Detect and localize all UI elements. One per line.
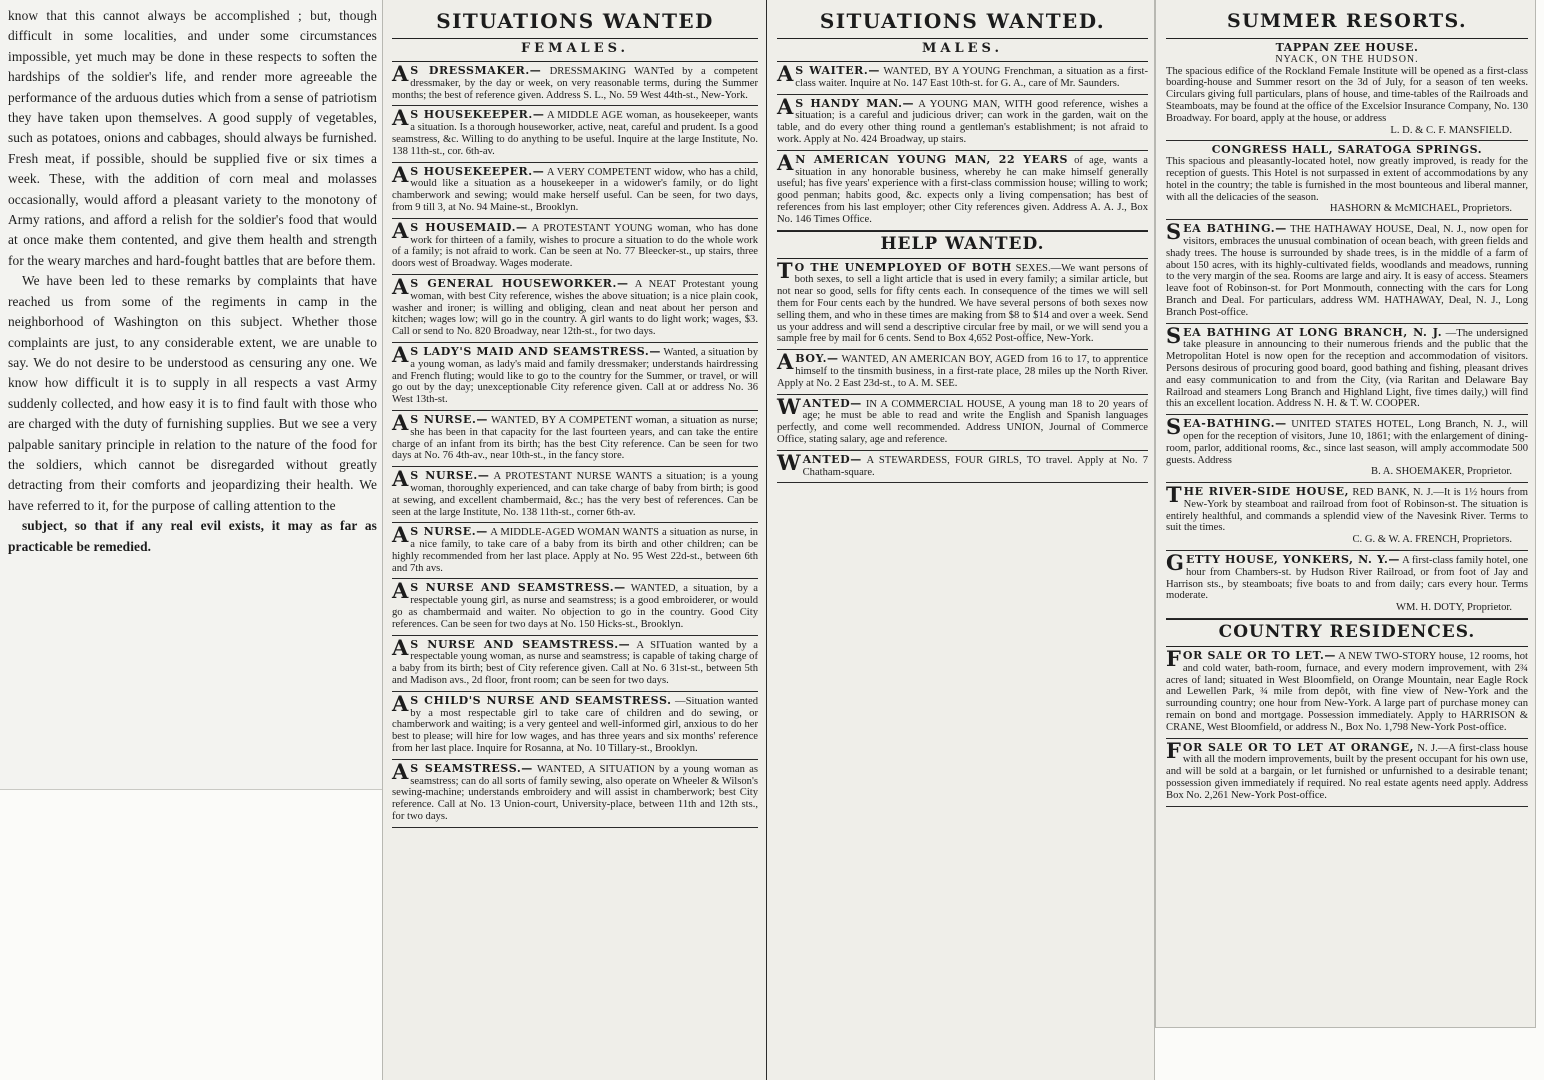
classified-ad (1166, 551, 1528, 619)
classified-ad (392, 411, 758, 467)
ad-lead: S WAITER.— (795, 64, 880, 77)
classified-ad (392, 62, 758, 106)
ad-signature: B. A. SHOEMAKER, Proprietor. (1371, 466, 1512, 478)
classified-ad (392, 343, 758, 411)
classified-ad (392, 275, 758, 343)
classified-ad (392, 163, 758, 219)
ad-lead: OR SALE OR TO LET.— (1182, 649, 1336, 663)
classified-ad (392, 467, 758, 523)
editorial-paragraph: We have been led to these remarks by complaints that have reached us from some of the regiments in camp in the neighborhood of Washington on this subject. Whether those complaints are just, to any considerable extent, we are unable to say. We do not desire to be understood as censuring any one. We know how difficult it is to supply in all respects a vast Army suddenly collected, and how easy it is to find fault with those who are charged with the duty of furnishing supplies. But we see a very palpable sanitary principle in relation to the nature of the food for the soldiers, which cannot be disregarded without greatly detracting from their comforts and jeopardizing their health. We have referred to it, for the purpose of calling attention to the (8, 273, 377, 513)
drop-cap: A (392, 690, 409, 716)
drop-cap: A (392, 522, 409, 548)
classified-ad (392, 760, 758, 828)
ad-lead: ETTY HOUSE, YONKERS, N. Y.— (1185, 553, 1401, 567)
drop-cap: A (777, 93, 794, 119)
ad-lead: S NURSE AND SEAMSTRESS.— (410, 637, 631, 651)
ad-lead: HE RIVER-SIDE HOUSE, (1183, 485, 1350, 499)
drop-cap: A (777, 149, 794, 175)
ad-body: N. J.—A first-class house with all the modern improvements, built by the present occupant for his own use, and will be sold at a bargain, or let furnished or unfurnished to a desirable tenant; possession given immediately if required. No real estate agents need apply. Address Box No. 2,261 New-York Post-office. (1166, 742, 1528, 801)
drop-cap: A (392, 217, 409, 243)
section-heading-summer-resorts: SUMMER RESORTS. (1166, 6, 1528, 39)
resorts-column (1156, 0, 1536, 1027)
ad-body: A MIDDLE AGE woman, as housekeeper, wants a situation. Is a thorough houseworker, active, neat, careful and prudent. Is a good seamstress, &c. Willing to do anything to be useful. Inquire at the large Institute, No. 138 11th-st., cor. 6th-av. (392, 110, 758, 157)
ad-body: A STEWARDESS, FOUR GIRLS, TO travel. Apply at No. 7 Chatham-square. (802, 454, 1148, 478)
subheading-females: FEMALES. (392, 39, 758, 62)
classified-ad (392, 636, 758, 692)
classified-ad (777, 451, 1148, 484)
ad-lead: S NURSE.— (410, 412, 488, 426)
classified-ad (1166, 483, 1528, 551)
ad-lead: S NURSE AND SEAMSTRESS.— (410, 581, 626, 595)
ad-body: Wanted, a situation by a young woman, as lady's maid and family dressmaker; understands hairdressing and French fluting; would like to go to the country for the Summer, or travel, or will go out by the day; unexceptionable City reference given. Call at or address No. 36 West 13th-st. (392, 346, 758, 406)
ad-body: A NEAT Protestant young woman, with best City reference, wishes the above situation; is a nice plain cook, washer and ironer; is willing and obliging, clean and neat about her person and kitchen; wages low; will go in the country. A girl wants to do light work; wages, $3. Call or send to No. 820 Broadway, near 12th-st., for two days. (392, 278, 758, 338)
editorial-paragraph: know that this cannot always be accomplished ; but, though difficult in some localities, and under some circumstances impossible, yet much may be done in these respects to soften the hardships of the soldier's life, and render more agreeable the performance of the arduous duties which from a sense of patriotism they have taken upon themselves. A good supply of vegetables, such as potatoes, onions and cabbages, should always be furnished. Fresh meat, if possible, should be supplied five or six times a week. These, with the addition of corn meal and molasses occasionally, would afford a pleasant variety to the monotony of Army rations, and afford a relish for the soldier's food that would at once make them contented, and give them health and strength for the weary marches and hard-fought battles that are before them. (8, 8, 377, 268)
ad-lead: EA-BATHING.— (1183, 417, 1287, 431)
classified-ad (777, 395, 1148, 451)
females-ad-list (392, 62, 758, 828)
ad-body: UNITED STATES HOTEL, Long Branch, N. J., will open for the reception of visitors, June 10, 1861; with the enlargement of dining-room, parlor, additional rooms, &c., since last season, will amply accommodate 500 guests. Address (1166, 419, 1528, 466)
ad-lead: ANTED— (802, 452, 862, 466)
ad-body: A YOUNG MAN, WITH good reference, wishes a situation; is a careful and judicious driver; can work in the garden, wait on the table, and do every other thing round a gentleman's establishment; is not afraid to work. Apply at No. 424 Broadway, up stairs. (777, 98, 1149, 145)
section-heading-situations-wanted-males: SITUATIONS WANTED. (777, 6, 1148, 39)
ad-lead: TAPPAN ZEE HOUSE. (1275, 41, 1419, 54)
classified-ad (392, 523, 758, 579)
section-heading-help-wanted: HELP WANTED. (777, 231, 1148, 259)
ad-body: A VERY COMPETENT widow, who has a child, would like a situation as a housekeeper in a widower's family, or do light chamberwork and sewing; would make herself useful. Can be seen, for two days, from 9 till 3, at No. 94 Maine-st., Brooklyn. (392, 166, 758, 213)
drop-cap: A (392, 61, 409, 86)
classified-ad (392, 692, 758, 760)
drop-cap: A (392, 578, 409, 604)
drop-cap: F (1166, 737, 1181, 763)
ad-body: IN A COMMERCIAL HOUSE, A young man 18 to 20 years of age; he must be able to read and write the English and Spanish languages perfectly, and come well recommended. Address UNION, Journal of Commerce Office, stating salary, age and reference. (777, 398, 1148, 445)
ad-body: A first-class family hotel, one hour from Chambers-st. by Hudson River Railroad, or from foot of Jay and Harrison sts., by steamboats; five boats to and from daily; cars every hour. Terms moderate. (1166, 555, 1528, 602)
help-wanted-ad-list (777, 259, 1148, 484)
ad-body: DRESSMAKING WANTed by a competent dressmaker, by the day or week, on very reasonable terms, during the Summer months; the best of reference given. Address S. L., No. 59 West 44th-st., New-York. (392, 66, 758, 101)
drop-cap: F (1166, 646, 1181, 672)
ad-lead: S GENERAL HOUSEWORKER.— (410, 276, 629, 290)
classified-ad (777, 95, 1148, 151)
ad-location: NYACK, ON THE HUDSON. (1275, 53, 1419, 65)
drop-cap: S (1166, 322, 1182, 348)
editorial-article (8, 6, 377, 557)
ad-lead: OR SALE OR TO LET AT ORANGE, (1182, 740, 1414, 754)
ad-body: This spacious and pleasantly-located hotel, now greatly improved, is ready for the reception of guests. This Hotel is not surpassed in extent of accommodations by any hotel in the country; the table is furnished in the most bounteous and liberal manner, with all the delicacies of the season. (1166, 156, 1528, 203)
subheading-males: MALES. (777, 39, 1148, 62)
drop-cap: A (777, 61, 794, 86)
classified-clipping (382, 0, 1155, 1080)
ad-body: WANTED, a situation, by a respectable young girl, as nurse and seamstress; is a good embroiderer, or would go as chambermaid and waiter. No objection to go in the country. Good City references. Can be seen for two days at No. 150 Hicks-st., Brooklyn. (392, 583, 758, 630)
drop-cap: A (392, 105, 409, 131)
drop-cap: A (392, 409, 409, 435)
ad-body: A PROTESTANT NURSE WANTS a situation; is a young woman, thoroughly experienced, and can take charge of baby from birth; is good at sewing, and excellent chambermaid, &c.; has the very best of references. Can be seen at the large Institute, No. 138 11th-st., corner 6th-av. (392, 471, 758, 518)
ad-body: WANTED, BY A COMPETENT woman, a situation as nurse; she has been in that capacity for the last fourteen years, and can take the entire charge of an infant from its birth; has the best City reference. Can be seen for two days at No. 76 4th-av., near 10th-st., in the fancy store. (392, 414, 758, 462)
ad-body: WANTED, BY A YOUNG Frenchman, a situation as a first-class waiter. Inquire at No. 147 East 10th-st. for G. A., care of Mr. Saunders. (795, 66, 1148, 89)
ad-lead: S NURSE.— (410, 469, 490, 483)
classified-ad (392, 106, 758, 162)
drop-cap: A (392, 758, 409, 784)
drop-cap: A (777, 349, 794, 375)
ad-body: A PROTESTANT YOUNG woman, who has done work for thirteen of a family, wishes to procure a situation to do the whole work of a family; is not afraid to work. Can be seen at No. 77 Bleecker-st., up stairs, three doors west of Broadway. Wages moderate. (392, 222, 758, 270)
drop-cap: A (392, 161, 409, 187)
ad-lead: S DRESSMAKER.— (410, 64, 542, 77)
section-heading-situations-wanted: SITUATIONS WANTED (392, 6, 758, 39)
ad-body: —Situation wanted by a most respectable girl to take care of children and do sewing, or chamberwork and waiting; is a very genteel and well-informed girl, anxious to do her best to please; will hire for low wages, and has three years and six months' reference from her last place. Inquire for Rosanna, at No. 10 Tillary-st., Brooklyn. (392, 695, 759, 755)
ad-lead: S HOUSEKEEPER.— (410, 108, 545, 122)
drop-cap: T (777, 257, 793, 283)
ad-lead: S CHILD'S NURSE AND SEAMSTRESS. (410, 693, 672, 707)
ad-body: WANTED, AN AMERICAN BOY, AGED from 16 to 17, to apprentice himself to the tinsmith business, in a first-rate place, 28 miles up the North River. Apply at No. 2 East 23d-st., to A. M. SEE. (777, 354, 1148, 389)
males-column (768, 0, 1155, 1080)
ad-body: A SITuation wanted by a respectable young woman, as nurse and seamstress; is capable of taking charge of a baby from its birth; best of City reference given. Call at No. 6 31st-st., between 5th and Madison avs., 2d floor, front room; can be seen for two days. (392, 639, 759, 687)
ad-signature: WM. H. DOTY, Proprietor. (1395, 602, 1512, 614)
ad-lead: S HOUSEKEEPER.— (410, 164, 545, 178)
ad-body: A MIDDLE-AGED WOMAN WANTS a situation as nurse, in a nice family, to take care of a baby from its birth and other children; can be highly recommended from her last place. Apply at No. 95 West 22d-st., between 6th and 7th avs. (392, 527, 758, 574)
ad-lead: S NURSE.— (410, 525, 488, 539)
ad-lead: S HANDY MAN.— (795, 96, 915, 110)
section-heading-country-residences: COUNTRY RESIDENCES. (1166, 619, 1528, 647)
classified-ad (392, 219, 758, 275)
classified-ad (1166, 415, 1528, 483)
ad-lead: EA BATHING AT LONG BRANCH, N. J. (1183, 325, 1443, 339)
drop-cap: A (392, 634, 409, 660)
ad-lead: ANTED— (802, 396, 862, 410)
drop-cap: S (1166, 219, 1182, 245)
ad-lead: BOY.— (795, 352, 839, 366)
drop-cap: A (392, 273, 409, 299)
drop-cap: G (1166, 550, 1184, 576)
females-column (383, 0, 767, 1080)
ad-lead: S HOUSEMAID.— (410, 220, 528, 234)
ad-signature: C. G. & W. A. FRENCH, Proprietors. (1352, 534, 1512, 546)
ad-body: THE HATHAWAY HOUSE, Deal, N. J., now open for visitors, embraces the unusual combination of ocean beach, with green fields and shady trees. The house is surrounded by shade trees, is in the middle of a farm of about 150 acres, with its highly-cultivated fields, woodlands and meadows, running to the very margin of the sea. Rooms are large and airy. It is easy of access. Steamers leave foot of Robinson-st. for Port Monmouth, connecting with the cars for Long Branch and Deal. For particulars, address WM. HATHAWAY, Deal, N. J., Long Branch Post-office. (1166, 224, 1528, 318)
ad-lead: N AMERICAN YOUNG MAN, 22 YEARS (795, 152, 1069, 166)
classified-ad (777, 151, 1148, 231)
males-ad-list (777, 62, 1148, 231)
drop-cap: T (1166, 482, 1182, 508)
ad-lead: EA BATHING.— (1183, 222, 1287, 236)
classified-ad (392, 579, 758, 635)
resorts-clipping (1155, 0, 1536, 1028)
ad-lead: S LADY'S MAID AND SEAMSTRESS.— (410, 344, 661, 358)
ad-body: SEXES.—We want persons of both sexes, to sell a light article that is used in every family; a similar article, but not near so good, sells for fifty cents each. In consequence of the times we will sell them for Four cents each by the hundred. We have several persons of both sexes now selling them, and who in these times are making from $8 to $14 and over a week. Send us your address and will send a descriptive circular free by mail, or we will send you a sample free by mail for 6 cents. Send to Box 4,652 Post-office, New-York. (777, 262, 1148, 345)
drop-cap: W (777, 393, 801, 419)
classified-ad (777, 350, 1148, 394)
classified-ad (1166, 141, 1528, 220)
classified-ad (1166, 324, 1528, 416)
classified-ad (1166, 220, 1528, 323)
drop-cap: S (1166, 414, 1182, 440)
classified-ad (1166, 39, 1528, 141)
drop-cap: A (392, 466, 409, 492)
ad-lead: S SEAMSTRESS.— (410, 761, 533, 775)
resorts-ad-list (1166, 39, 1528, 619)
ad-body: RED BANK, N. J.—It is 1½ hours from New-York by steamboat and railroad from foot of Robinson-st. The situation is entirely healthful, and commands a splendid view of the Navesink River. Terms to suit the times. (1166, 487, 1528, 534)
ad-body: WANTED, A SITUATION by a young woman as seamstress; can do all sorts of family sewing, also operate on Wheeler & Wilson's sewing-machine; understands embroidery and will assist in chamberwork; best City reference. Call at No. 13 Union-court, University-place, between 11th and 12th sts., for two days. (392, 763, 759, 823)
editorial-closing: subject, so that if any real evil exists, it may as far as practicable be remedied. (8, 518, 377, 554)
ad-signature: L. D. & C. F. MANSFIELD. (1390, 124, 1512, 136)
classified-ad (1166, 739, 1528, 807)
ad-signature: HASHORN & McMICHAEL, Proprietors. (1329, 203, 1512, 215)
classified-ad (1166, 647, 1528, 739)
classified-ad (777, 62, 1148, 95)
country-residences-ad-list (1166, 647, 1528, 807)
drop-cap: W (777, 449, 801, 475)
ad-body: of age, wants a situation in any honorable business, whereby he can make himself generally useful; has five years' experience with a first-class commission house; willing to work; good penman; habits good, &c. expects only a living compensation; has best of references from his last employer; other City references given. Address A. A. J., Box No. 146 Times Office. (777, 154, 1148, 225)
drop-cap: A (392, 341, 409, 367)
ad-lead: O THE UNEMPLOYED OF BOTH (794, 260, 1012, 274)
ad-body: —The undersigned take pleasure in announcing to their numerous friends and the public that the Metropolitan Hotel is now open for the reception and accommodation of visitors. Persons desirous of procuring good board, good bathing and fishing, pleasant drives and easy communication to and from the City, (via Raritan and Delaware Bay Railroad and steamers Long Branch and Highland Light, five times daily,) will find this an excellent location. Address N. H. & T. W. COOPER. (1166, 327, 1528, 410)
ad-body: A NEW TWO-STORY house, 12 rooms, hot and cold water, bath-room, furnace, and every modern improvement, with 2¾ acres of land; situated in West Bloomfield, on Orange Mountain, near Eagle Rock and Lewellen Park, ¾ mile from depôt, with fine view of New-York and the surrounding country; one hour from New-York. A large part of purchase money can remain on bond and mortgage. Possession immediately. Apply to HARRISON & CRANE, West Bloomfield, or address N., Box No. 1,798 New-York Post-office. (1166, 651, 1528, 733)
classified-ad (777, 259, 1148, 351)
ad-body: The spacious edifice of the Rockland Female Institute will be opened as a first-class boarding-house and Summer resort on the 3d of July, for a season of ten weeks. Circulars giving full particulars, plans of house, and time-tables of the Railroads and Steamboats, may be found at the office of the Excelsior Insurance Company, No. 130 Broadway. For board, apply at the house, or address (1166, 65, 1528, 124)
editorial-clipping (0, 0, 388, 790)
ad-lead: CONGRESS HALL, SARATOGA SPRINGS. (1211, 143, 1483, 157)
